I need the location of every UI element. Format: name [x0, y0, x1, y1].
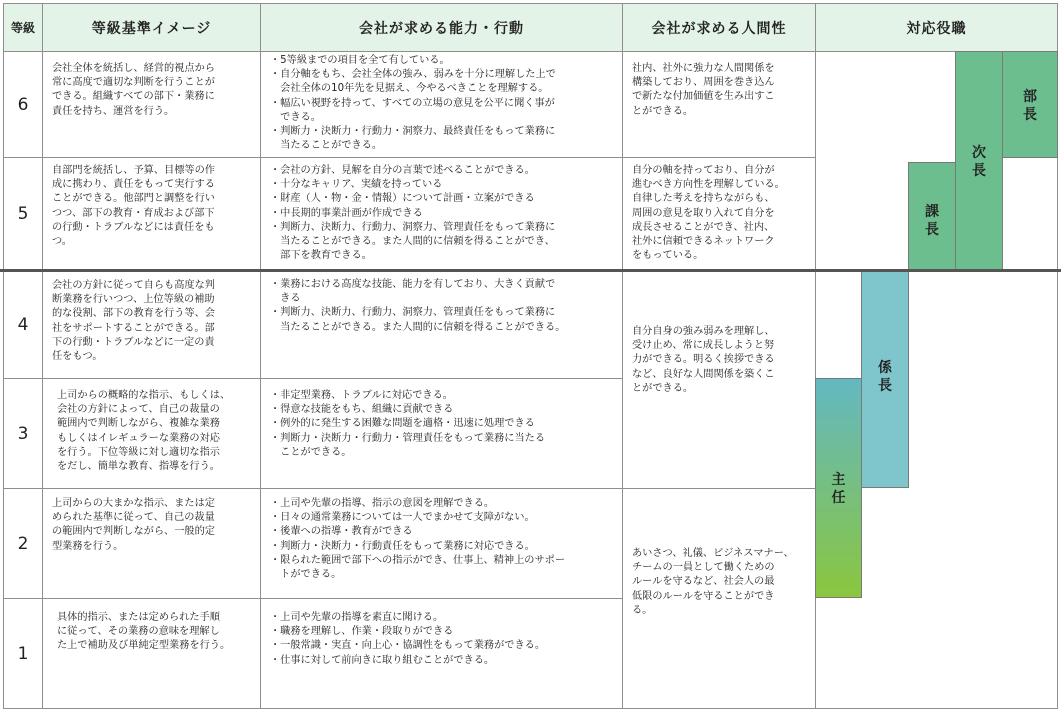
grade-6-humanity: 社内、社外に強力な人間関係を 構築しており、周囲を巻き込ん で新たな付加価値を生み出すこ とができる。: [622, 51, 816, 158]
grade-2-ability: ・上司や先輩の指導、指示の意図を理解できる。 ・日々の通常業務については一人でまかせて支障がない。 ・後輩への指導・教育ができる ・判断力・決断力・行動責任をもって業務に対応できる。 ・限られた範囲で部下への指示ができ、仕事上、精神上のサポー トができる。: [260, 488, 623, 599]
grade-6: 6: [3, 51, 43, 158]
grade-6-ability: ・5等級までの項目を全て有している。 ・自分軸をもち、会社全体の強み、弱みを十分に理解した上で 会社全体の10年先を見据え、今やるべきことを理解する。 ・幅広い視野を持って、すべての立場の意見を公平に聞く事が できる。 ・判断力・決断力・行動力・洞察力、最終責任をもって業務に 当たることができる。: [260, 51, 623, 158]
role-label-jicho: 次 長: [972, 145, 986, 179]
grade-3: 3: [3, 378, 43, 489]
role-label-kacho: 課 長: [925, 204, 939, 238]
grade-divider: [0, 269, 1061, 272]
role-bar-kacho: [908, 162, 956, 270]
grade-5-ability: ・会社の方針、見解を自分の言葉で述べることができる。 ・十分なキャリア、実績を持っている ・財産（人・物・金・情報）について計画・立案ができる ・中長期的事業計画が作成できる ・判断力、決断力、行動力、洞察力、管理責任をもって業務に 当たることができる。また人間的に信頼を得ることができ、 部下を教育できる。: [260, 157, 623, 270]
header-grade: 等級: [3, 3, 43, 52]
grade-3-ability: ・非定型業務、トラブルに対応できる。 ・得意な技能をもち、組織に貢献できる ・例外的に発生する困難な問題を適格・迅速に処理できる ・判断力・決断力・行動力・管理責任をもって業務に当たる ことができる。: [260, 378, 623, 489]
role-bar-bucho: [1002, 51, 1058, 158]
role-bar-shunin: [815, 378, 862, 598]
grade-1-ability: ・上司や先輩の指導を素直に聞ける。 ・職務を理解し、作業・段取りができる ・一般常識・実直・向上心・協調性をもって業務ができる。 ・仕事に対して前向きに取り組むことができる。: [260, 598, 623, 709]
role-label-bucho: 部 長: [1023, 89, 1037, 123]
header-image: 等級基準イメージ: [42, 3, 261, 52]
grade-4-image: 会社の方針に従って自らも高度な判 断業務を行いつつ、上位等級の補助 的な役割、部下の教育を行う等、会 社をサポートすることができる。部 下の行動・トラブルなどに一定の責 任をもつ。: [42, 270, 261, 379]
grade-1: 1: [3, 598, 43, 709]
header-role: 対応役職: [815, 3, 1058, 52]
grade-1-image: 具体的指示、または定められた手順 に従って、その業務の意味を理解し た上で補助及び単純定型業務を行う。: [42, 598, 261, 709]
grade-2-1-humanity: あいさつ、礼儀、ビジネスマナー、 チームの一員として働くための ルールを守るなど、社会人の最 低限のルールを守ることができ る。: [622, 488, 816, 709]
role-label-kakaricho: 係 長: [878, 360, 892, 394]
role-bar-jicho: [955, 51, 1003, 270]
grade-2-image: 上司からの大まかな指示、または定 められた基準に従って、自己の裁量 の範囲内で判断しながら、一般的定 型業務を行う。: [42, 488, 261, 599]
header-humanity: 会社が求める人間性: [622, 3, 816, 52]
grade-3-image: 上司からの概略的な指示、もしくは、 会社の方針によって、自己の裁量の 範囲内で判断しながら、複雑な業務 もしくはイレギュラーな業務の対応 を行う。下位等級に対し適切な指示 をだし、簡単な教育、指導を行う。: [42, 378, 261, 489]
header-ability: 会社が求める能力・行動: [260, 3, 623, 52]
role-bar-kakaricho: [861, 270, 909, 488]
grade-5: 5: [3, 157, 43, 270]
grade-5-image: 自部門を統括し、予算、目標等の作 成に携わり、責任をもって実行する ことができる。他部門と調整を行い つつ、部下の教育・育成および部下 の行動・トラブルなどには責任をも つ。: [42, 157, 261, 270]
grade-5-humanity: 自分の軸を持っており、自分が 進むべき方向性を理解している。 自律した考えを持ちながらも、 周囲の意見を取り入れて自分を 成長させることができ、社内、 社外に信頼できるネットワーク をもっている。: [622, 157, 816, 270]
grade-4-ability: ・業務における高度な技能、能力を有しており、大きく貢献で きる ・判断力、決断力、行動力、洞察力、管理責任をもって業務に 当たることができる。また人間的に信頼を得ることができる。: [260, 270, 623, 379]
grade-4: 4: [3, 270, 43, 379]
grade-4-3-humanity: 自分自身の強み弱みを理解し、 受け止め、常に成長しようと努 力ができる。明るく挨拶できる など、良好な人間関係を築くこ とができる。: [622, 270, 816, 489]
grade-2: 2: [3, 488, 43, 599]
grade-6-image: 会社全体を統括し、経営的視点から 常に高度で適切な判断を行うことが できる。組織すべての部下・業務に 責任を持ち、運営を行う。: [42, 51, 261, 158]
role-label-shunin: 主 任: [831, 472, 846, 506]
